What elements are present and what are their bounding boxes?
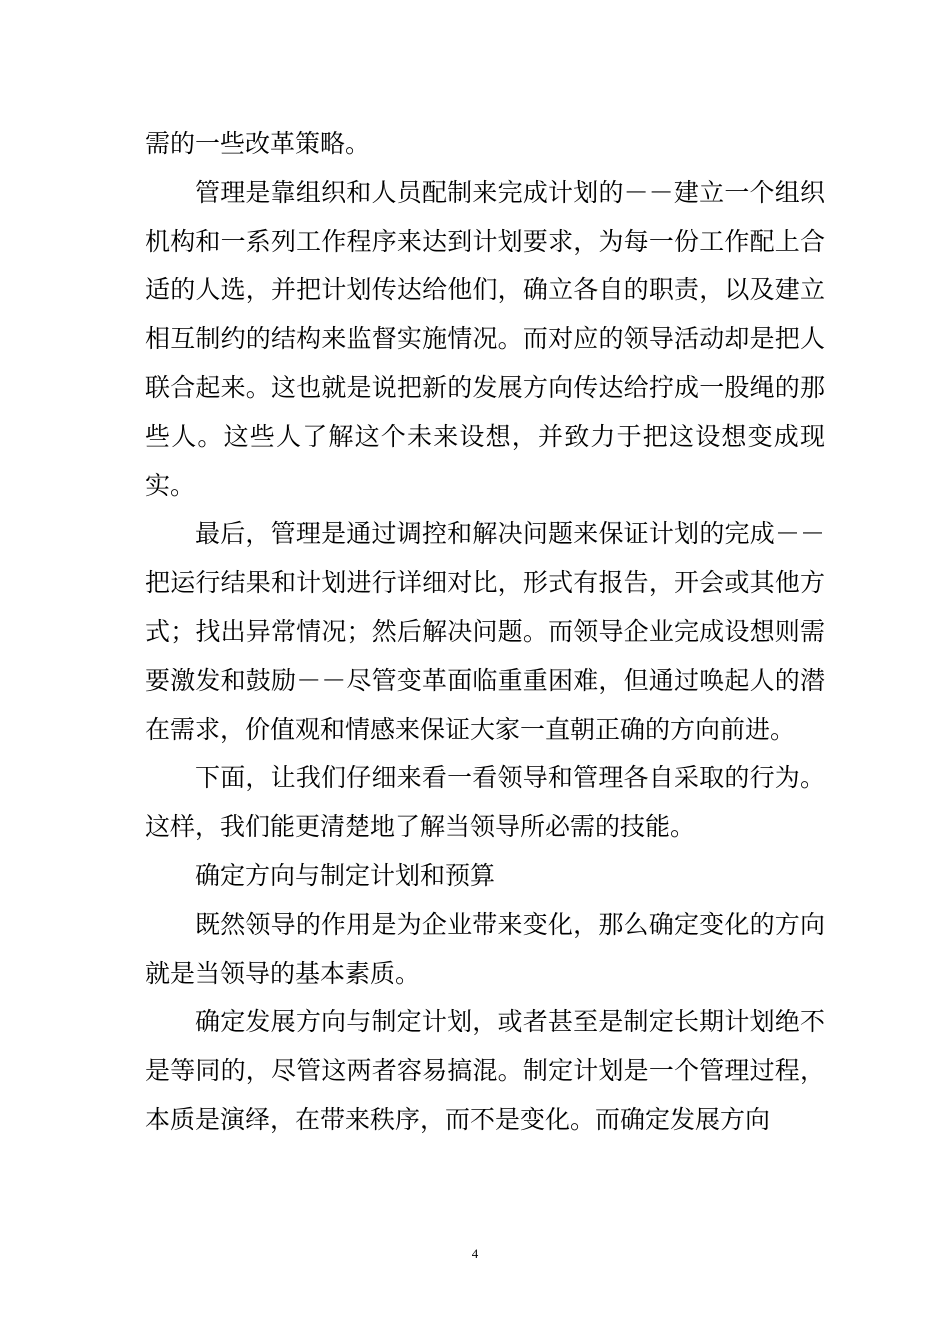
page-number: 4 [471, 1246, 479, 1261]
paragraph-management-organizing: 管理是靠组织和人员配制来完成计划的－－建立一个组织机构和一系列工作程序来达到计划要求，为每一份工作配上合适的人选，并把计划传达给他们，确立各自的职责，以及建立相互制约的结构来监督实施情况。而对应的领导活动却是把人联合起来。这也就是说把新的发展方向传达给拧成一股绳的那些人。这些人了解这个未来设想，并致力于把这设想变成现实。 [145, 177, 825, 500]
paragraph-management-control: 最后，管理是通过调控和解决问题来保证计划的完成－－把运行结果和计划进行详细对比，形式有报告，开会或其他方式；找出异常情况；然后解决问题。而领导企业完成设想则需要激发和鼓励－－尽管变革面临重重困难，但通过唤起人的潜在需求，价值观和情感来保证大家一直朝正确的方向前进。 [145, 519, 825, 744]
paragraph-behaviors-intro: 下面，让我们仔细来看一看领导和管理各自采取的行为。这样，我们能更清楚地了解当领导所必需的技能。 [145, 763, 825, 842]
paragraph-direction-setting: 既然领导的作用是为企业带来变化，那么确定变化的方向就是当领导的基本素质。 [145, 909, 825, 988]
paragraph-continuation: 需的一些改革策略。 [145, 129, 371, 158]
section-heading: 确定方向与制定计划和预算 [195, 860, 496, 890]
body-text [145, 120, 825, 1145]
paragraph-direction-vs-planning: 确定发展方向与制定计划，或者甚至是制定长期计划绝不是等同的，尽管这两者容易搞混。制定计划是一个管理过程，本质是演绎，在带来秩序，而不是变化。而确定发展方向 [145, 1007, 825, 1134]
